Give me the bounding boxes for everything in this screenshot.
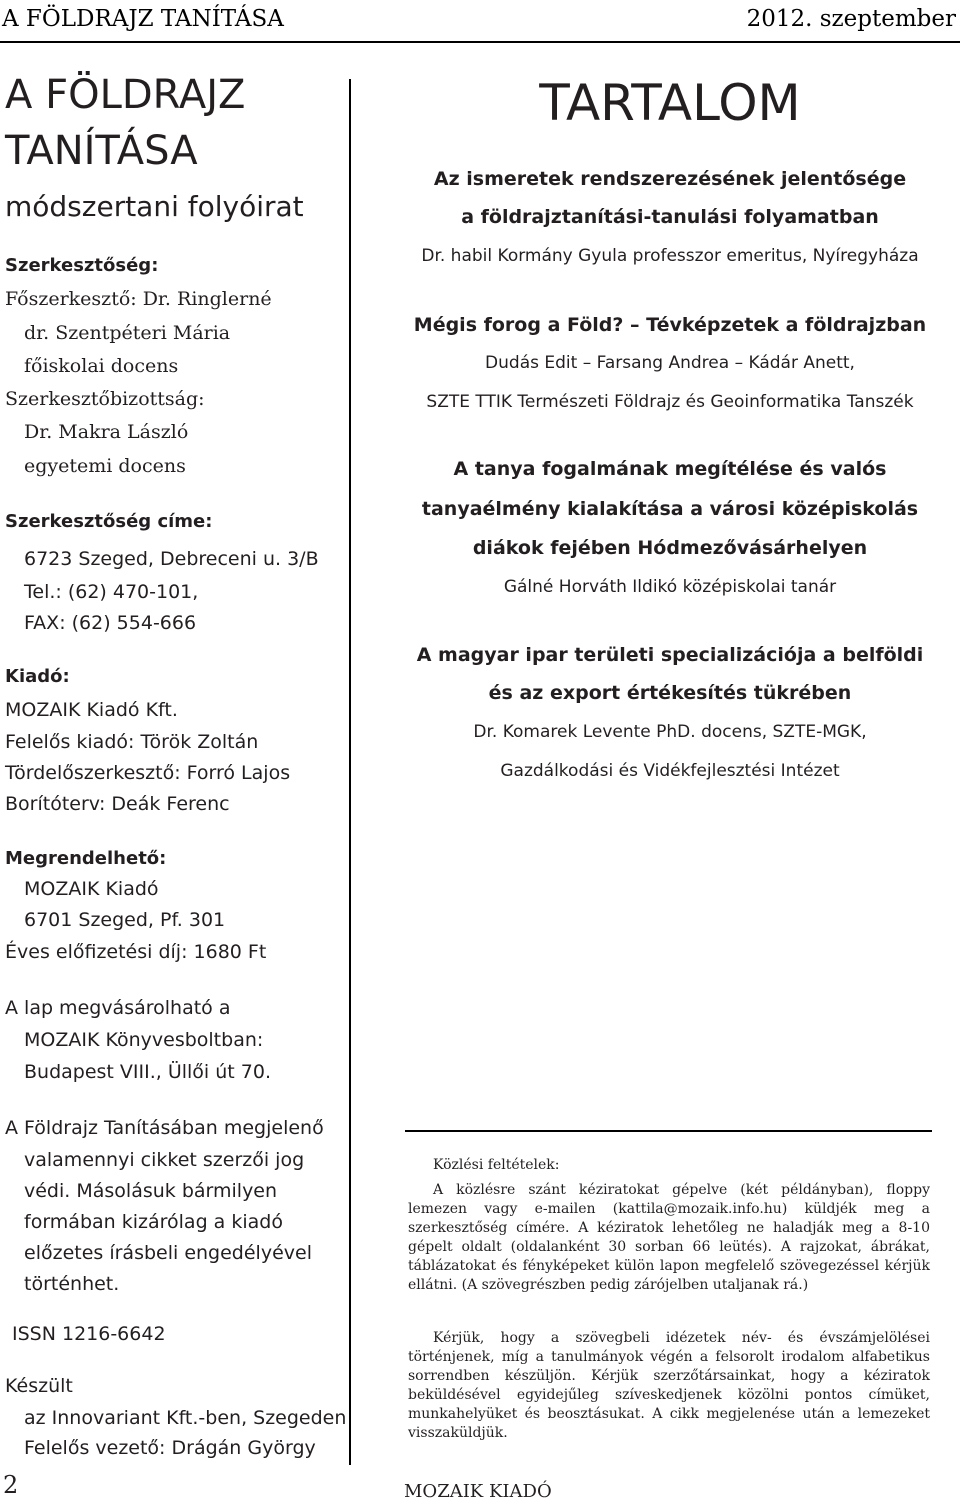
masthead-title-line1: A FÖLDRAJZ — [5, 72, 246, 118]
conditions-paragraph: Kérjük, hogy a szövegbeli idézetek név- és évszámjelölései történjenek, míg a tanulmányok végén a felsorolt irodalom alfabetikus sorrendben készüljön. Kérjük szerzőtársainkat, hogy a kéziratok beküldésével egyidejűleg szíveskedjenek közölni pontos címüket, munkahelyüket és beosztásukat. A cikk megjelenése után a lemezeket visszaküldjük. — [408, 1330, 930, 1441]
toc-article-title: a földrajztanítási-tanulási folyamatban — [461, 206, 879, 228]
toc-article-title: tanyaélmény kialakítása a városi középiskolás — [421, 498, 919, 520]
toc-article-title: A tanya fogalmának megítélése és valós — [453, 458, 887, 480]
address-heading: Szerkesztőség címe: — [5, 511, 213, 532]
editorial-line: egyetemi docens — [24, 455, 186, 477]
column-divider — [349, 79, 351, 1465]
made-heading: Készült — [5, 1375, 73, 1397]
toc-article-author: Dudás Edit – Farsang Andrea – Kádár Anett, — [485, 353, 855, 373]
publisher-line: Felelős kiadó: Török Zoltán — [5, 731, 259, 753]
order-heading: Megrendelhető: — [5, 848, 167, 869]
publisher-line: Borítóterv: Deák Ferenc — [5, 793, 230, 815]
editorial-line: dr. Szentpéteri Mária — [24, 322, 231, 344]
toc-article-affiliation: Gazdálkodási és Vidékfejlesztési Intézet — [500, 761, 840, 781]
header-rule — [0, 41, 960, 43]
toc-article-title: diákok fejében Hódmezővásárhelyen — [472, 537, 868, 559]
copyright-line: valamennyi cikket szerzői jog — [24, 1149, 305, 1171]
order-line: MOZAIK Kiadó — [24, 878, 159, 900]
order-line: 6701 Szeged, Pf. 301 — [24, 909, 226, 931]
made-line: az Innovariant Kft.-ben, Szegeden — [24, 1407, 347, 1429]
toc-article-title: A magyar ipar területi specializációja a belföldi — [416, 644, 924, 666]
editorial-heading: Szerkesztőség: — [5, 255, 159, 276]
toc-article-affiliation: SZTE TTIK Természeti Földrajz és Geoinformatika Tanszék — [426, 392, 914, 412]
copyright-line: történhet. — [24, 1273, 120, 1295]
toc-article-author: Gálné Horváth Ildikó középiskolai tanár — [503, 577, 837, 597]
shop-line: MOZAIK Könyvesboltban: — [24, 1029, 264, 1051]
footer-publisher: MOZAIK KIADÓ — [404, 1481, 552, 1502]
publisher-line: Tördelőszerkesztő: Forró Lajos — [5, 762, 291, 784]
editorial-line: főiskolai docens — [24, 355, 179, 377]
conditions-paragraph: A közlésre szánt kéziratokat gépelve (két példányban), floppy lemezen vagy e-mailen (kattila@mozaik.info.hu) küldjék meg a szerkesztőség címére. A kéziratok lehetőleg ne haladják meg a 8-10 gépelt oldalt (oldalanként 30 sorban 66 leütés). A rajzokat, ábrákat, táblázatokat és fényképeket külön lapon megfelelő szövegezéssel kérjük ellátni. (A szövegrészben pedig zárójelben utaljanak rá.) — [408, 1182, 930, 1293]
copyright-line: formában kizárólag a kiadó — [24, 1211, 283, 1233]
conditions-heading: Közlési feltételek: — [433, 1157, 560, 1173]
masthead-title-line2: TANÍTÁSA — [5, 128, 198, 174]
toc-article-author: Dr. habil Kormány Gyula professzor emeritus, Nyíregyháza — [421, 246, 919, 266]
toc-article-title: Az ismeretek rendszerezésének jelentősége — [433, 168, 907, 190]
fax-line: FAX: (62) 554-666 — [24, 612, 197, 634]
shop-line: A lap megvásárolható a — [5, 997, 231, 1019]
toc-article-author: Dr. Komarek Levente PhD. docens, SZTE-MGK, — [473, 722, 867, 742]
shop-line: Budapest VIII., Üllői út 70. — [24, 1061, 271, 1083]
editorial-line: Főszerkesztő: Dr. Ringlerné — [5, 288, 272, 310]
editorial-line: Dr. Makra László — [24, 421, 189, 443]
publisher-line: MOZAIK Kiadó Kft. — [5, 699, 178, 721]
masthead-subtitle: módszertani folyóirat — [5, 190, 304, 223]
address-line: 6723 Szeged, Debreceni u. 3/B — [24, 548, 319, 570]
running-header-title: A FÖLDRAJZ TANÍTÁSA — [2, 6, 284, 32]
copyright-line: A Földrajz Tanításában megjelenő — [5, 1117, 324, 1139]
running-header-date: 2012. szeptember — [746, 6, 956, 32]
made-line: Felelős vezető: Drágán György — [24, 1437, 316, 1459]
issn: ISSN 1216-6642 — [12, 1323, 166, 1345]
toc-title: TARTALOM — [539, 74, 801, 132]
copyright-line: védi. Másolásuk bármilyen — [24, 1180, 278, 1202]
publisher-heading: Kiadó: — [5, 666, 70, 687]
subscription-fee: Éves előfizetési díj: 1680 Ft — [5, 941, 267, 963]
toc-article-title: és az export értékesítés tükrében — [488, 682, 852, 704]
phone-line: Tel.: (62) 470-101, — [24, 581, 199, 603]
editorial-line: Szerkesztőbizottság: — [5, 388, 205, 410]
conditions-rule — [405, 1130, 932, 1132]
page-number: 2 — [3, 1471, 19, 1499]
copyright-line: előzetes írásbeli engedélyével — [24, 1242, 312, 1264]
toc-article-title: Mégis forog a Föld? – Tévképzetek a földrajzban — [413, 314, 927, 336]
